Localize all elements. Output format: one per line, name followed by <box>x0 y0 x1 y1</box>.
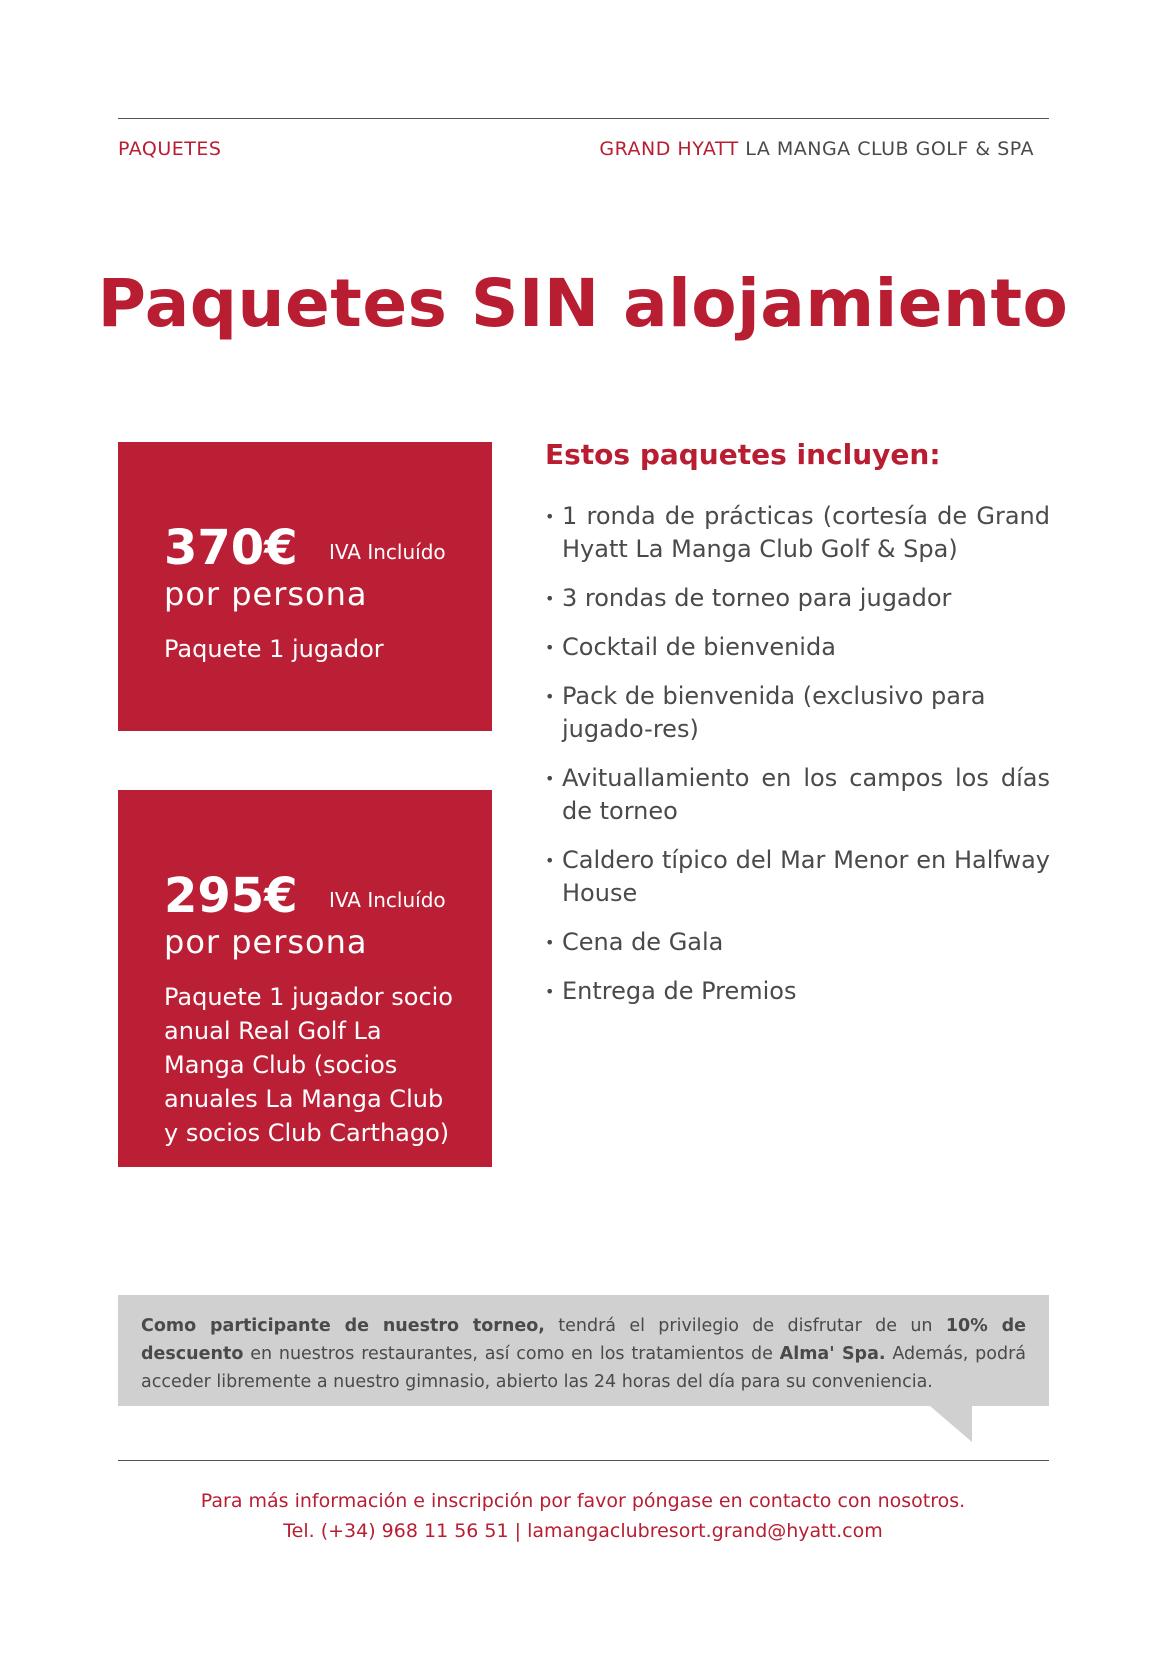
notice-spa: Alma' Spa. <box>779 1344 886 1364</box>
notice-text-3: Además, podrá acceder libremente a nuestro gimnasio, abierto las 24 horas del día para su conveniencia. <box>141 1344 1027 1392</box>
speech-bubble-tail <box>930 1406 972 1442</box>
list-item <box>545 926 1050 959</box>
list-item-text: 1 ronda de prácticas (cortesía de Grand Hyatt La Manga Club Golf & Spa) <box>562 502 1050 563</box>
notice-text-1: tendrá el privilegio de disfrutar de un <box>544 1316 946 1336</box>
list-item <box>545 680 1050 746</box>
notice-lead: Como participante de nuestro torneo, <box>141 1316 545 1336</box>
bottom-divider <box>118 1460 1049 1461</box>
per-person-label: por persona <box>164 923 368 961</box>
package-card-1 <box>118 442 492 731</box>
bullet-icon: • <box>545 982 555 1001</box>
page-title: Paquetes SIN alojamiento <box>97 265 1069 342</box>
list-item <box>545 631 1050 664</box>
package-card-2 <box>118 790 492 1167</box>
package-description: Paquete 1 jugador socio anual Real Golf La Manga Club (socios anuales La Manga Club y socios Club Carthago) <box>164 983 453 1147</box>
list-item <box>545 975 1050 1008</box>
list-item-text: Avituallamiento en los campos los días de torneo <box>562 764 1050 825</box>
list-item-text: Pack de bienvenida (exclusivo para jugado-res) <box>562 682 986 743</box>
list-item-text: 3 rondas de torneo para jugador <box>562 584 952 612</box>
header-hotel-name <box>599 138 1034 160</box>
list-item-text: Entrega de Premios <box>562 977 797 1005</box>
list-item-text: Cena de Gala <box>562 928 724 956</box>
list-item <box>545 762 1050 828</box>
vat-note: IVA Incluído <box>329 888 446 912</box>
bullet-icon: • <box>545 687 555 706</box>
bullet-icon: • <box>545 507 555 526</box>
header-brand: GRAND HYATT <box>599 138 739 160</box>
footer-info: Para más información e inscripción por favor póngase en contacto con nosotros. <box>200 1490 966 1512</box>
list-item <box>545 844 1050 910</box>
price-line <box>164 868 492 924</box>
notice-text-2: en nuestros restaurantes, así como en los tratamientos de <box>243 1344 780 1364</box>
bullet-icon: • <box>545 769 555 788</box>
vat-note: IVA Incluído <box>329 540 446 564</box>
top-divider <box>118 118 1049 119</box>
footer-contact[interactable]: Tel. (+34) 968 11 56 51 | lamangaclubresort.grand@hyatt.com <box>283 1520 883 1542</box>
header-property: LA MANGA CLUB GOLF & SPA <box>745 138 1034 160</box>
list-item <box>545 500 1050 566</box>
bullet-icon: • <box>545 851 555 870</box>
per-person-label: por persona <box>164 575 368 613</box>
notice-discount: 10% de descuento <box>141 1316 1026 1364</box>
price-line <box>164 520 492 576</box>
notice-box <box>118 1295 1049 1406</box>
package-description: Paquete 1 jugador <box>164 635 384 663</box>
header-section-label: PAQUETES <box>118 138 222 160</box>
list-item <box>545 582 1050 615</box>
package-price: 295€ <box>164 868 298 924</box>
bullet-icon: • <box>545 933 555 952</box>
list-item-text: Cocktail de bienvenida <box>562 633 836 661</box>
bullet-icon: • <box>545 638 555 657</box>
notice-text <box>141 1312 1026 1396</box>
list-item-text: Caldero típico del Mar Menor en Halfway House <box>562 846 1050 907</box>
package-price: 370€ <box>164 520 298 576</box>
bullet-icon: • <box>545 589 555 608</box>
includes-list <box>545 500 1050 1024</box>
includes-heading: Estos paquetes incluyen: <box>545 438 941 471</box>
